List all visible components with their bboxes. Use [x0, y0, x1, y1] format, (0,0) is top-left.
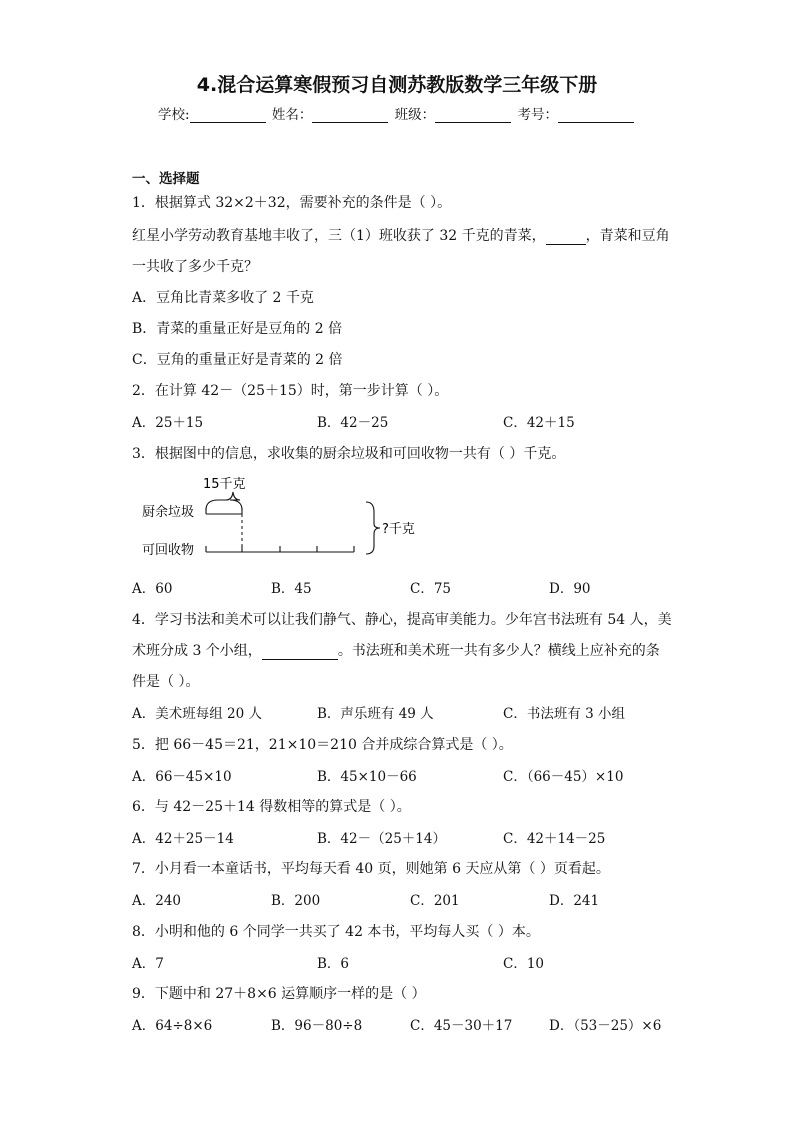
- number-label: 考号：: [517, 107, 558, 123]
- q4-stem-line3: 件是（ ）。: [132, 674, 200, 690]
- q3-option-b[interactable]: B．45: [271, 581, 312, 597]
- q9-option-d[interactable]: D．（53－25）×6: [549, 1018, 662, 1034]
- q5-option-a[interactable]: A．66－45×10: [132, 769, 232, 785]
- q1-text-b: ，青菜和豆角: [585, 228, 670, 244]
- q9-option-c[interactable]: C．45－30＋17: [410, 1018, 513, 1034]
- q5-option-c[interactable]: C．（66－45）×10: [503, 769, 624, 785]
- class-blank[interactable]: [435, 108, 511, 123]
- diagram-15kg-label: 15千克: [203, 477, 246, 492]
- q8-stem: 8．小明和他的 6 个同学一共买了 42 本书，平均每人买（ ）本。: [132, 924, 540, 940]
- diagram-row1-label: 厨余垃圾: [142, 505, 195, 520]
- q8-option-a[interactable]: A．7: [132, 956, 164, 972]
- q8-option-b[interactable]: B．6: [317, 956, 350, 972]
- diagram-total-brace: [366, 502, 380, 554]
- q9-stem: 9．下题中和 27＋8×6 运算顺序一样的是（ ）: [132, 986, 426, 1002]
- q5-option-b[interactable]: B．45×10－66: [317, 769, 417, 785]
- q2-option-c[interactable]: C．42＋15: [503, 415, 575, 431]
- q6-option-a[interactable]: A．42＋25－14: [132, 831, 234, 847]
- section-heading: 一、选择题: [132, 171, 200, 187]
- q3-option-c[interactable]: C．75: [410, 581, 452, 597]
- q4-fill-blank[interactable]: [262, 645, 338, 660]
- q4-option-c[interactable]: C．书法班有 3 小组: [503, 706, 626, 722]
- diagram-top-brace: [206, 492, 242, 510]
- q5-stem: 5．把 66－45＝21，21×10＝210 合并成综合算式是（ ）。: [132, 737, 513, 753]
- page-title: 4.混合运算寒假预习自测苏教版数学三年级下册: [196, 74, 598, 96]
- q7-option-c[interactable]: C．201: [410, 893, 460, 909]
- q1-option-c[interactable]: C．豆角的重量正好是青菜的 2 倍: [132, 352, 343, 368]
- school-label: 学校:: [158, 107, 190, 123]
- q3-option-a[interactable]: A．60: [132, 581, 173, 597]
- q3-line-diagram: [132, 470, 432, 565]
- q7-stem: 7．小月看一本童话书，平均每天看 40 页，则她第 6 天应从第（ ）页看起。: [132, 861, 610, 877]
- diagram-row2-label: 可回收物: [142, 543, 195, 558]
- q4-option-b[interactable]: B．声乐班有 49 人: [317, 706, 434, 722]
- q6-option-b[interactable]: B．42－（25＋14）: [317, 831, 446, 847]
- q1-fill-blank[interactable]: [546, 230, 586, 245]
- q1-text-a: 红星小学劳动教育基地丰收了，三（1）班收获了 32 千克的青菜，: [132, 228, 546, 244]
- q1-text-line2: 一共收了多少千克？: [132, 259, 258, 275]
- school-blank[interactable]: [190, 108, 266, 123]
- student-info-line: [0, 103, 794, 123]
- q9-option-b[interactable]: B．96－80÷8: [271, 1018, 363, 1034]
- q9-option-a[interactable]: A．64÷8×6: [132, 1018, 213, 1034]
- q4-stem-part1: 术班分成 3 个小组，: [132, 643, 262, 659]
- q4-option-a[interactable]: A．美术班每组 20 人: [132, 706, 263, 722]
- q2-stem: 2．在计算 42－（25＋15）时，第一步计算（ ）。: [132, 383, 449, 399]
- q6-stem: 6．与 42－25＋14 得数相等的算式是（ ）。: [132, 799, 411, 815]
- name-label: 姓名：: [271, 107, 313, 123]
- q4-stem-line2: [132, 640, 660, 660]
- q1-option-b[interactable]: B．青菜的重量正好是豆角的 2 倍: [132, 321, 343, 337]
- q2-option-b[interactable]: B．42－25: [317, 415, 389, 431]
- q2-option-a[interactable]: A．25＋15: [132, 415, 204, 431]
- q8-option-c[interactable]: C．10: [503, 956, 545, 972]
- class-label: 班级：: [394, 107, 436, 123]
- name-blank[interactable]: [312, 108, 388, 123]
- q7-option-d[interactable]: D．241: [549, 893, 600, 909]
- q1-text-line1: [132, 225, 670, 245]
- q3-option-d[interactable]: D．90: [549, 581, 591, 597]
- q7-option-b[interactable]: B．200: [271, 893, 321, 909]
- q3-stem: 3．根据图中的信息，求收集的厨余垃圾和可回收物一共有（ ）千克。: [132, 446, 566, 462]
- q4-stem-part2: 。书法班和美术班一共有多少人？横线上应补充的条: [337, 643, 660, 659]
- number-blank[interactable]: [558, 108, 634, 123]
- q1-stem: 1．根据算式 32×2＋32，需要补充的条件是（ ）。: [132, 195, 452, 211]
- q6-option-c[interactable]: C．42＋14－25: [503, 831, 606, 847]
- q7-option-a[interactable]: A．240: [132, 893, 182, 909]
- q1-option-a[interactable]: A．豆角比青菜多收了 2 千克: [132, 290, 314, 306]
- q4-stem-line1: 4．学习书法和美术可以让我们静气、静心，提高审美能力。少年宫书法班有 54 人，美: [132, 612, 672, 628]
- diagram-total-label: ?千克: [382, 522, 415, 537]
